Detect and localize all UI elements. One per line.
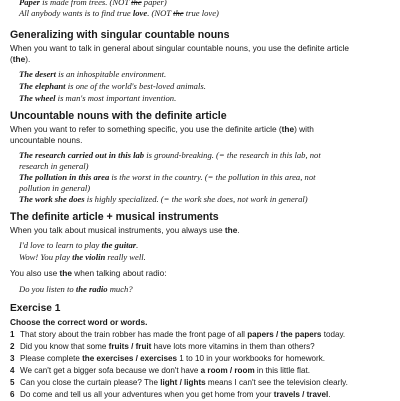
answer-choice[interactable]: travels / travel: [273, 390, 329, 399]
example-wheel: The wheel is man's most important invention.: [19, 93, 177, 103]
example-violin: Wow! You play the violin really well.: [19, 252, 146, 262]
heading-singular-countable: Generalizing with singular countable nouns: [10, 29, 230, 41]
exercise-item: 2 Did you know that some fruits / fruit have lots more vitamins in them than others?: [10, 342, 315, 351]
exercise-item: 6 Do come and tell us all your adventures when you get home from your travels / travel.: [10, 390, 331, 399]
intro-uncountable-line1: When you want to refer to something specific, you use the definite article (the) with: [10, 124, 314, 134]
example-guitar: I'd love to learn to play the guitar.: [19, 240, 139, 250]
exercise-item: 1 That story about the train robber has made the front page of all papers / the papers today.: [10, 330, 346, 339]
answer-choice[interactable]: a room / room: [200, 366, 255, 375]
exercise-instruction: Choose the correct word or words.: [10, 317, 148, 327]
intro-radio: You also use the when talking about radio:: [10, 268, 167, 278]
intro-singular-line1: When you want to talk in general about singular countable nouns, you use the definite article: [10, 43, 350, 53]
exercise-item: 4 We can't get a bigger sofa because we don't have a room / room in this little flat.: [10, 366, 310, 375]
example-paper: Paper is made from trees. (NOT the paper): [19, 0, 167, 7]
example-pollution: The pollution in this area is the worst in the country. (= the pollution in this area, not: [19, 172, 316, 182]
intro-music: When you talk about musical instruments, you always use the.: [10, 225, 240, 235]
intro-singular-line2: (the).: [10, 54, 31, 64]
answer-choice[interactable]: papers / the papers: [247, 330, 322, 339]
example-research-cont: research in general): [19, 161, 89, 171]
example-desert: The desert is an inhospitable environment.: [19, 69, 167, 79]
exercise-item: 5 Can you close the curtain please? The light / lights means I can't see the television clearly.: [10, 378, 348, 387]
answer-choice[interactable]: light / lights: [160, 378, 206, 387]
example-elephant: The elephant is one of the world's best-loved animals.: [19, 81, 206, 91]
exercise-title: Exercise 1: [10, 303, 61, 314]
heading-uncountable: Uncountable nouns with the definite article: [10, 110, 227, 122]
example-love: All anybody wants is to find true love. (NOT the true love): [19, 8, 219, 18]
example-radio: Do you listen to the radio much?: [19, 284, 133, 294]
example-research: The research carried out in this lab is ground-breaking. (= the research in this lab, not: [19, 150, 321, 160]
heading-musical-instruments: The definite article + musical instruments: [10, 211, 219, 223]
exercise-item: 3 Please complete the exercises / exercises 1 to 10 in your workbooks for homework.: [10, 354, 326, 363]
example-work: The work she does is highly specialized. (= the work she does, not work in general): [19, 194, 308, 204]
intro-uncountable-line2: uncountable nouns.: [10, 135, 83, 145]
example-pollution-cont: pollution in general): [19, 183, 91, 193]
answer-choice[interactable]: the exercises / exercises: [82, 354, 178, 363]
answer-choice[interactable]: fruits / fruit: [108, 342, 152, 351]
